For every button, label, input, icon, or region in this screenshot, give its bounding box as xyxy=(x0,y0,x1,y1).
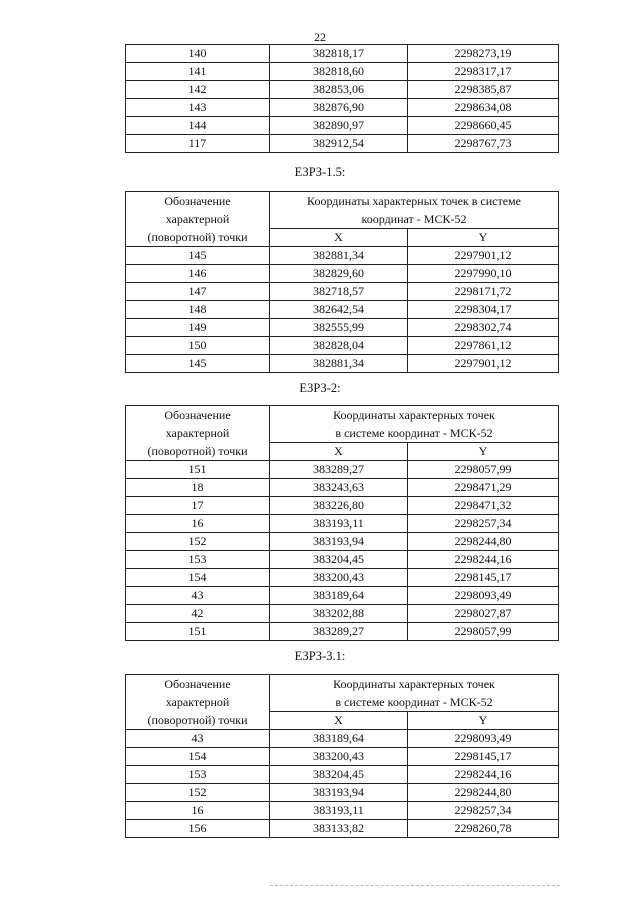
y-coordinate-cell: 2298145,17 xyxy=(408,748,559,766)
point-number-cell: 17 xyxy=(126,497,270,515)
y-coordinate-cell: 2297901,12 xyxy=(408,355,559,373)
y-coordinate-cell: 2298634,08 xyxy=(408,99,559,117)
x-coordinate-cell: 383193,11 xyxy=(270,802,408,820)
section-heading: ЕЗРЗ-1.5: xyxy=(294,165,346,179)
x-coordinate-cell: 382881,34 xyxy=(270,247,408,265)
y-coordinate-cell: 2298093,49 xyxy=(408,730,559,748)
header-line: характерной xyxy=(165,426,230,440)
point-number-cell: 150 xyxy=(126,337,270,355)
point-number-cell: 143 xyxy=(126,99,270,117)
table-row xyxy=(126,99,559,117)
x-coordinate-cell: 383193,94 xyxy=(270,533,408,551)
x-coordinate-cell: 383193,94 xyxy=(270,784,408,802)
y-coordinate-cell: 2298767,73 xyxy=(408,135,559,153)
table-row xyxy=(126,623,559,641)
point-number-cell: 16 xyxy=(126,515,270,533)
table-row xyxy=(126,63,559,81)
y-coordinate-cell: 2298244,16 xyxy=(408,551,559,569)
x-coordinate-cell: 382890,97 xyxy=(270,117,408,135)
x-column-header: X xyxy=(270,712,408,730)
point-number-cell: 16 xyxy=(126,802,270,820)
coordinates-header xyxy=(270,406,559,443)
header-line: (поворотной) точки xyxy=(147,230,248,244)
x-coordinate-cell: 382718,57 xyxy=(270,283,408,301)
y-coordinate-cell: 2298304,17 xyxy=(408,301,559,319)
table-row xyxy=(126,301,559,319)
y-coordinate-cell: 2298471,32 xyxy=(408,497,559,515)
y-coordinate-cell: 2298260,78 xyxy=(408,820,559,838)
point-number-cell: 43 xyxy=(126,587,270,605)
point-number-cell: 145 xyxy=(126,247,270,265)
x-coordinate-cell: 382828,04 xyxy=(270,337,408,355)
point-number-cell: 154 xyxy=(126,748,270,766)
y-coordinate-cell: 2297901,12 xyxy=(408,247,559,265)
header-line: (поворотной) точки xyxy=(147,444,248,458)
section-heading: ЕЗРЗ-2: xyxy=(299,381,341,395)
y-coordinate-cell: 2298244,16 xyxy=(408,766,559,784)
header-line: (поворотной) точки xyxy=(147,713,248,727)
table-row xyxy=(126,81,559,99)
y-coordinate-cell: 2298317,17 xyxy=(408,63,559,81)
y-coordinate-cell: 2298244,80 xyxy=(408,784,559,802)
table-row xyxy=(126,533,559,551)
x-coordinate-cell: 383202,88 xyxy=(270,605,408,623)
table-body xyxy=(126,247,559,373)
y-coordinate-cell: 2298093,49 xyxy=(408,587,559,605)
x-coordinate-cell: 382853,06 xyxy=(270,81,408,99)
y-coordinate-cell: 2298171,72 xyxy=(408,283,559,301)
table-body xyxy=(126,730,559,838)
x-coordinate-cell: 382818,60 xyxy=(270,63,408,81)
y-coordinate-cell: 2298244,80 xyxy=(408,533,559,551)
point-number-cell: 156 xyxy=(126,820,270,838)
header-line: в системе координат - МСК-52 xyxy=(335,426,493,440)
header-line: Обозначение xyxy=(164,408,231,422)
y-coordinate-cell: 2298145,17 xyxy=(408,569,559,587)
table-row xyxy=(126,135,559,153)
point-number-cell: 140 xyxy=(126,45,270,63)
table-row xyxy=(126,569,559,587)
point-number-cell: 152 xyxy=(126,784,270,802)
x-coordinate-cell: 383204,45 xyxy=(270,766,408,784)
y-coordinate-cell: 2298273,19 xyxy=(408,45,559,63)
table-row xyxy=(126,820,559,838)
table-header xyxy=(126,192,559,247)
point-number-cell: 153 xyxy=(126,551,270,569)
point-number-cell: 141 xyxy=(126,63,270,81)
table-row xyxy=(126,117,559,135)
header-line: Координаты характерных точек xyxy=(333,408,495,422)
x-coordinate-cell: 382818,17 xyxy=(270,45,408,63)
point-number-cell: 42 xyxy=(126,605,270,623)
table-row xyxy=(126,265,559,283)
x-coordinate-cell: 383204,45 xyxy=(270,551,408,569)
y-coordinate-cell: 2298057,99 xyxy=(408,623,559,641)
header-line: характерной xyxy=(165,212,230,226)
table-row xyxy=(126,515,559,533)
coordinates-table-continued xyxy=(125,44,559,153)
y-coordinate-cell: 2298027,87 xyxy=(408,605,559,623)
table-row xyxy=(126,784,559,802)
header-line: Обозначение xyxy=(164,677,231,691)
table-body xyxy=(126,45,559,153)
y-coordinate-cell: 2298302,74 xyxy=(408,319,559,337)
page-number: 22 xyxy=(314,30,326,44)
x-coordinate-cell: 383189,64 xyxy=(270,587,408,605)
x-coordinate-cell: 382876,90 xyxy=(270,99,408,117)
y-column-header: Y xyxy=(408,229,559,247)
point-number-cell: 152 xyxy=(126,533,270,551)
section-heading: ЕЗРЗ-3.1: xyxy=(294,649,346,663)
point-number-cell: 146 xyxy=(126,265,270,283)
table-row xyxy=(126,283,559,301)
x-coordinate-cell: 382881,34 xyxy=(270,355,408,373)
point-number-cell: 154 xyxy=(126,569,270,587)
point-number-cell: 43 xyxy=(126,730,270,748)
point-designation-header xyxy=(126,675,270,730)
y-column-header: Y xyxy=(408,712,559,730)
header-line: Обозначение xyxy=(164,194,231,208)
x-coordinate-cell: 383193,11 xyxy=(270,515,408,533)
header-line: в системе координат - МСК-52 xyxy=(335,695,493,709)
table-row xyxy=(126,319,559,337)
table-row xyxy=(126,479,559,497)
x-column-header: X xyxy=(270,229,408,247)
y-coordinate-cell: 2298057,99 xyxy=(408,461,559,479)
point-number-cell: 18 xyxy=(126,479,270,497)
point-number-cell: 142 xyxy=(126,81,270,99)
y-coordinate-cell: 2297861,12 xyxy=(408,337,559,355)
y-column-header: Y xyxy=(408,443,559,461)
table-header xyxy=(126,675,559,730)
y-coordinate-cell: 2298660,45 xyxy=(408,117,559,135)
table-body xyxy=(126,461,559,641)
x-coordinate-cell: 383243,63 xyxy=(270,479,408,497)
x-coordinate-cell: 382555,99 xyxy=(270,319,408,337)
point-number-cell: 149 xyxy=(126,319,270,337)
y-coordinate-cell: 2298385,87 xyxy=(408,81,559,99)
table-row xyxy=(126,748,559,766)
table-row xyxy=(126,45,559,63)
table-row xyxy=(126,802,559,820)
table-row xyxy=(126,766,559,784)
coordinates-header xyxy=(270,192,559,229)
x-coordinate-cell: 383189,64 xyxy=(270,730,408,748)
x-column-header: X xyxy=(270,443,408,461)
x-coordinate-cell: 382912,54 xyxy=(270,135,408,153)
point-number-cell: 151 xyxy=(126,623,270,641)
point-number-cell: 148 xyxy=(126,301,270,319)
point-designation-header xyxy=(126,406,270,461)
header-line: характерной xyxy=(165,695,230,709)
x-coordinate-cell: 382829,60 xyxy=(270,265,408,283)
point-number-cell: 145 xyxy=(126,355,270,373)
x-coordinate-cell: 382642,54 xyxy=(270,301,408,319)
table-row xyxy=(126,497,559,515)
point-number-cell: 147 xyxy=(126,283,270,301)
coordinates-table xyxy=(125,191,559,373)
table-row xyxy=(126,605,559,623)
x-coordinate-cell: 383226,80 xyxy=(270,497,408,515)
y-coordinate-cell: 2297990,10 xyxy=(408,265,559,283)
table-row xyxy=(126,587,559,605)
y-coordinate-cell: 2298257,34 xyxy=(408,515,559,533)
x-coordinate-cell: 383289,27 xyxy=(270,461,408,479)
coordinates-table xyxy=(125,405,559,641)
coordinates-table xyxy=(125,674,559,838)
header-line: Координаты характерных точек xyxy=(333,677,495,691)
table-row xyxy=(126,730,559,748)
table-row xyxy=(126,355,559,373)
table-row xyxy=(126,247,559,265)
x-coordinate-cell: 383133,82 xyxy=(270,820,408,838)
x-coordinate-cell: 383200,43 xyxy=(270,748,408,766)
x-coordinate-cell: 383289,27 xyxy=(270,623,408,641)
table-row xyxy=(126,337,559,355)
x-coordinate-cell: 383200,43 xyxy=(270,569,408,587)
header-line: Координаты характерных точек в системе xyxy=(307,194,521,208)
point-number-cell: 153 xyxy=(126,766,270,784)
point-number-cell: 117 xyxy=(126,135,270,153)
header-line: координат - МСК-52 xyxy=(361,212,467,226)
point-number-cell: 151 xyxy=(126,461,270,479)
y-coordinate-cell: 2298257,34 xyxy=(408,802,559,820)
table-row xyxy=(126,461,559,479)
y-coordinate-cell: 2298471,29 xyxy=(408,479,559,497)
point-number-cell: 144 xyxy=(126,117,270,135)
scan-artifact-line xyxy=(270,885,560,886)
table-row xyxy=(126,551,559,569)
point-designation-header xyxy=(126,192,270,247)
table-header xyxy=(126,406,559,461)
coordinates-header xyxy=(270,675,559,712)
